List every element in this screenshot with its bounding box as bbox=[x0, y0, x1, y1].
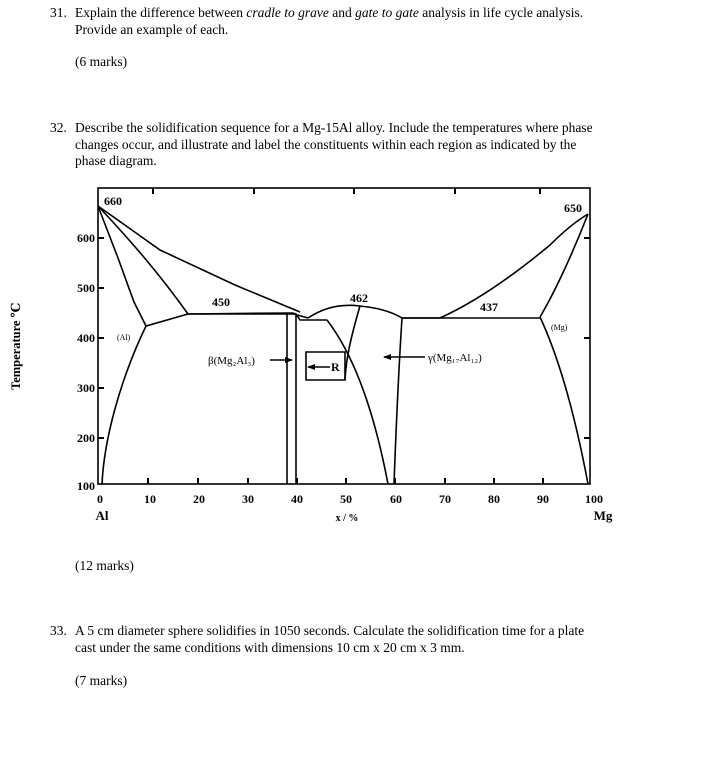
eutectic-437-label: 437 bbox=[480, 300, 498, 314]
question-32-number: 32. bbox=[50, 120, 67, 135]
gamma-right-boundary bbox=[394, 318, 402, 484]
plot-frame bbox=[98, 188, 590, 484]
r-label: R bbox=[331, 360, 340, 374]
question-32-line3: phase diagram. bbox=[75, 153, 157, 168]
eutectic-450-label: 450 bbox=[212, 295, 230, 309]
x-tick-label: 60 bbox=[390, 492, 402, 506]
x-tick-label: 70 bbox=[439, 492, 451, 506]
question-33-line2: cast under the same conditions with dimensions 10 cm x 20 cm x 3 mm. bbox=[75, 640, 465, 655]
x-end-label-al: Al bbox=[95, 508, 109, 523]
liquidus-upper-left bbox=[98, 206, 300, 312]
x-tick-label: 90 bbox=[537, 492, 549, 506]
liquidus-dome bbox=[308, 305, 402, 318]
y-axis-label: Temperature ℃ bbox=[9, 302, 23, 390]
x-tick-label: 80 bbox=[488, 492, 500, 506]
y-tick-label: 200 bbox=[77, 431, 95, 445]
question-32-line1: Describe the solidification sequence for a Mg-15Al alloy. Include the temperatures where phase bbox=[75, 120, 593, 135]
y-tick-label: 600 bbox=[77, 231, 95, 245]
mg-solidus bbox=[540, 214, 588, 317]
gamma-inner bbox=[345, 306, 360, 380]
mg-phase-label: (Mg) bbox=[551, 323, 568, 332]
y-tick-label: 400 bbox=[77, 331, 95, 345]
x-tick-label: 30 bbox=[242, 492, 254, 506]
x-end-label-mg: Mg bbox=[593, 508, 613, 523]
x-tick-label: 100 bbox=[585, 492, 603, 506]
al-solidus bbox=[98, 206, 188, 326]
peak-462-label: 462 bbox=[350, 291, 368, 305]
question-32-line2: changes occur, and illustrate and label the constituents within each region as indicated by the bbox=[75, 137, 577, 152]
question-32-marks: (12 marks) bbox=[75, 558, 134, 573]
question-31-line1: Explain the difference between cradle to grave and gate to gate analysis in life cycle analysis. bbox=[75, 5, 584, 20]
question-31-marks: (6 marks) bbox=[75, 54, 128, 69]
x-axis-label: x / % bbox=[335, 513, 359, 524]
mg-melting-label: 650 bbox=[564, 201, 582, 215]
question-33-number: 33. bbox=[50, 623, 67, 638]
al-melting-label: 660 bbox=[104, 194, 122, 208]
al-phase-label: (Al) bbox=[117, 333, 131, 342]
mg-solvus bbox=[540, 317, 588, 484]
y-tick-label: 500 bbox=[77, 281, 95, 295]
beta-upper bbox=[287, 313, 327, 320]
x-tick-label: 20 bbox=[193, 492, 205, 506]
question-33-marks: (7 marks) bbox=[75, 673, 128, 688]
beta-phase-label: β(Mg₂Al₃) bbox=[208, 355, 255, 367]
al-solvus bbox=[102, 326, 146, 484]
gamma-left-boundary bbox=[327, 320, 388, 484]
question-31-number: 31. bbox=[50, 5, 67, 20]
al-liquidus bbox=[98, 206, 188, 314]
x-tick-label: 50 bbox=[340, 492, 352, 506]
gamma-phase-label: γ(Mg₁₇Al₁₂) bbox=[428, 352, 482, 364]
x-tick-label: 10 bbox=[144, 492, 156, 506]
tick-marks bbox=[98, 188, 590, 484]
x-tick-label: 40 bbox=[291, 492, 303, 506]
y-tick-label: 300 bbox=[77, 381, 95, 395]
question-33-line1: A 5 cm diameter sphere solidifies in 1050 seconds. Calculate the solidification time for a plate bbox=[75, 623, 585, 638]
y-tick-label: 100 bbox=[77, 479, 95, 493]
x-tick-label: 0 bbox=[97, 492, 103, 506]
question-31-line2: Provide an example of each. bbox=[75, 22, 229, 37]
